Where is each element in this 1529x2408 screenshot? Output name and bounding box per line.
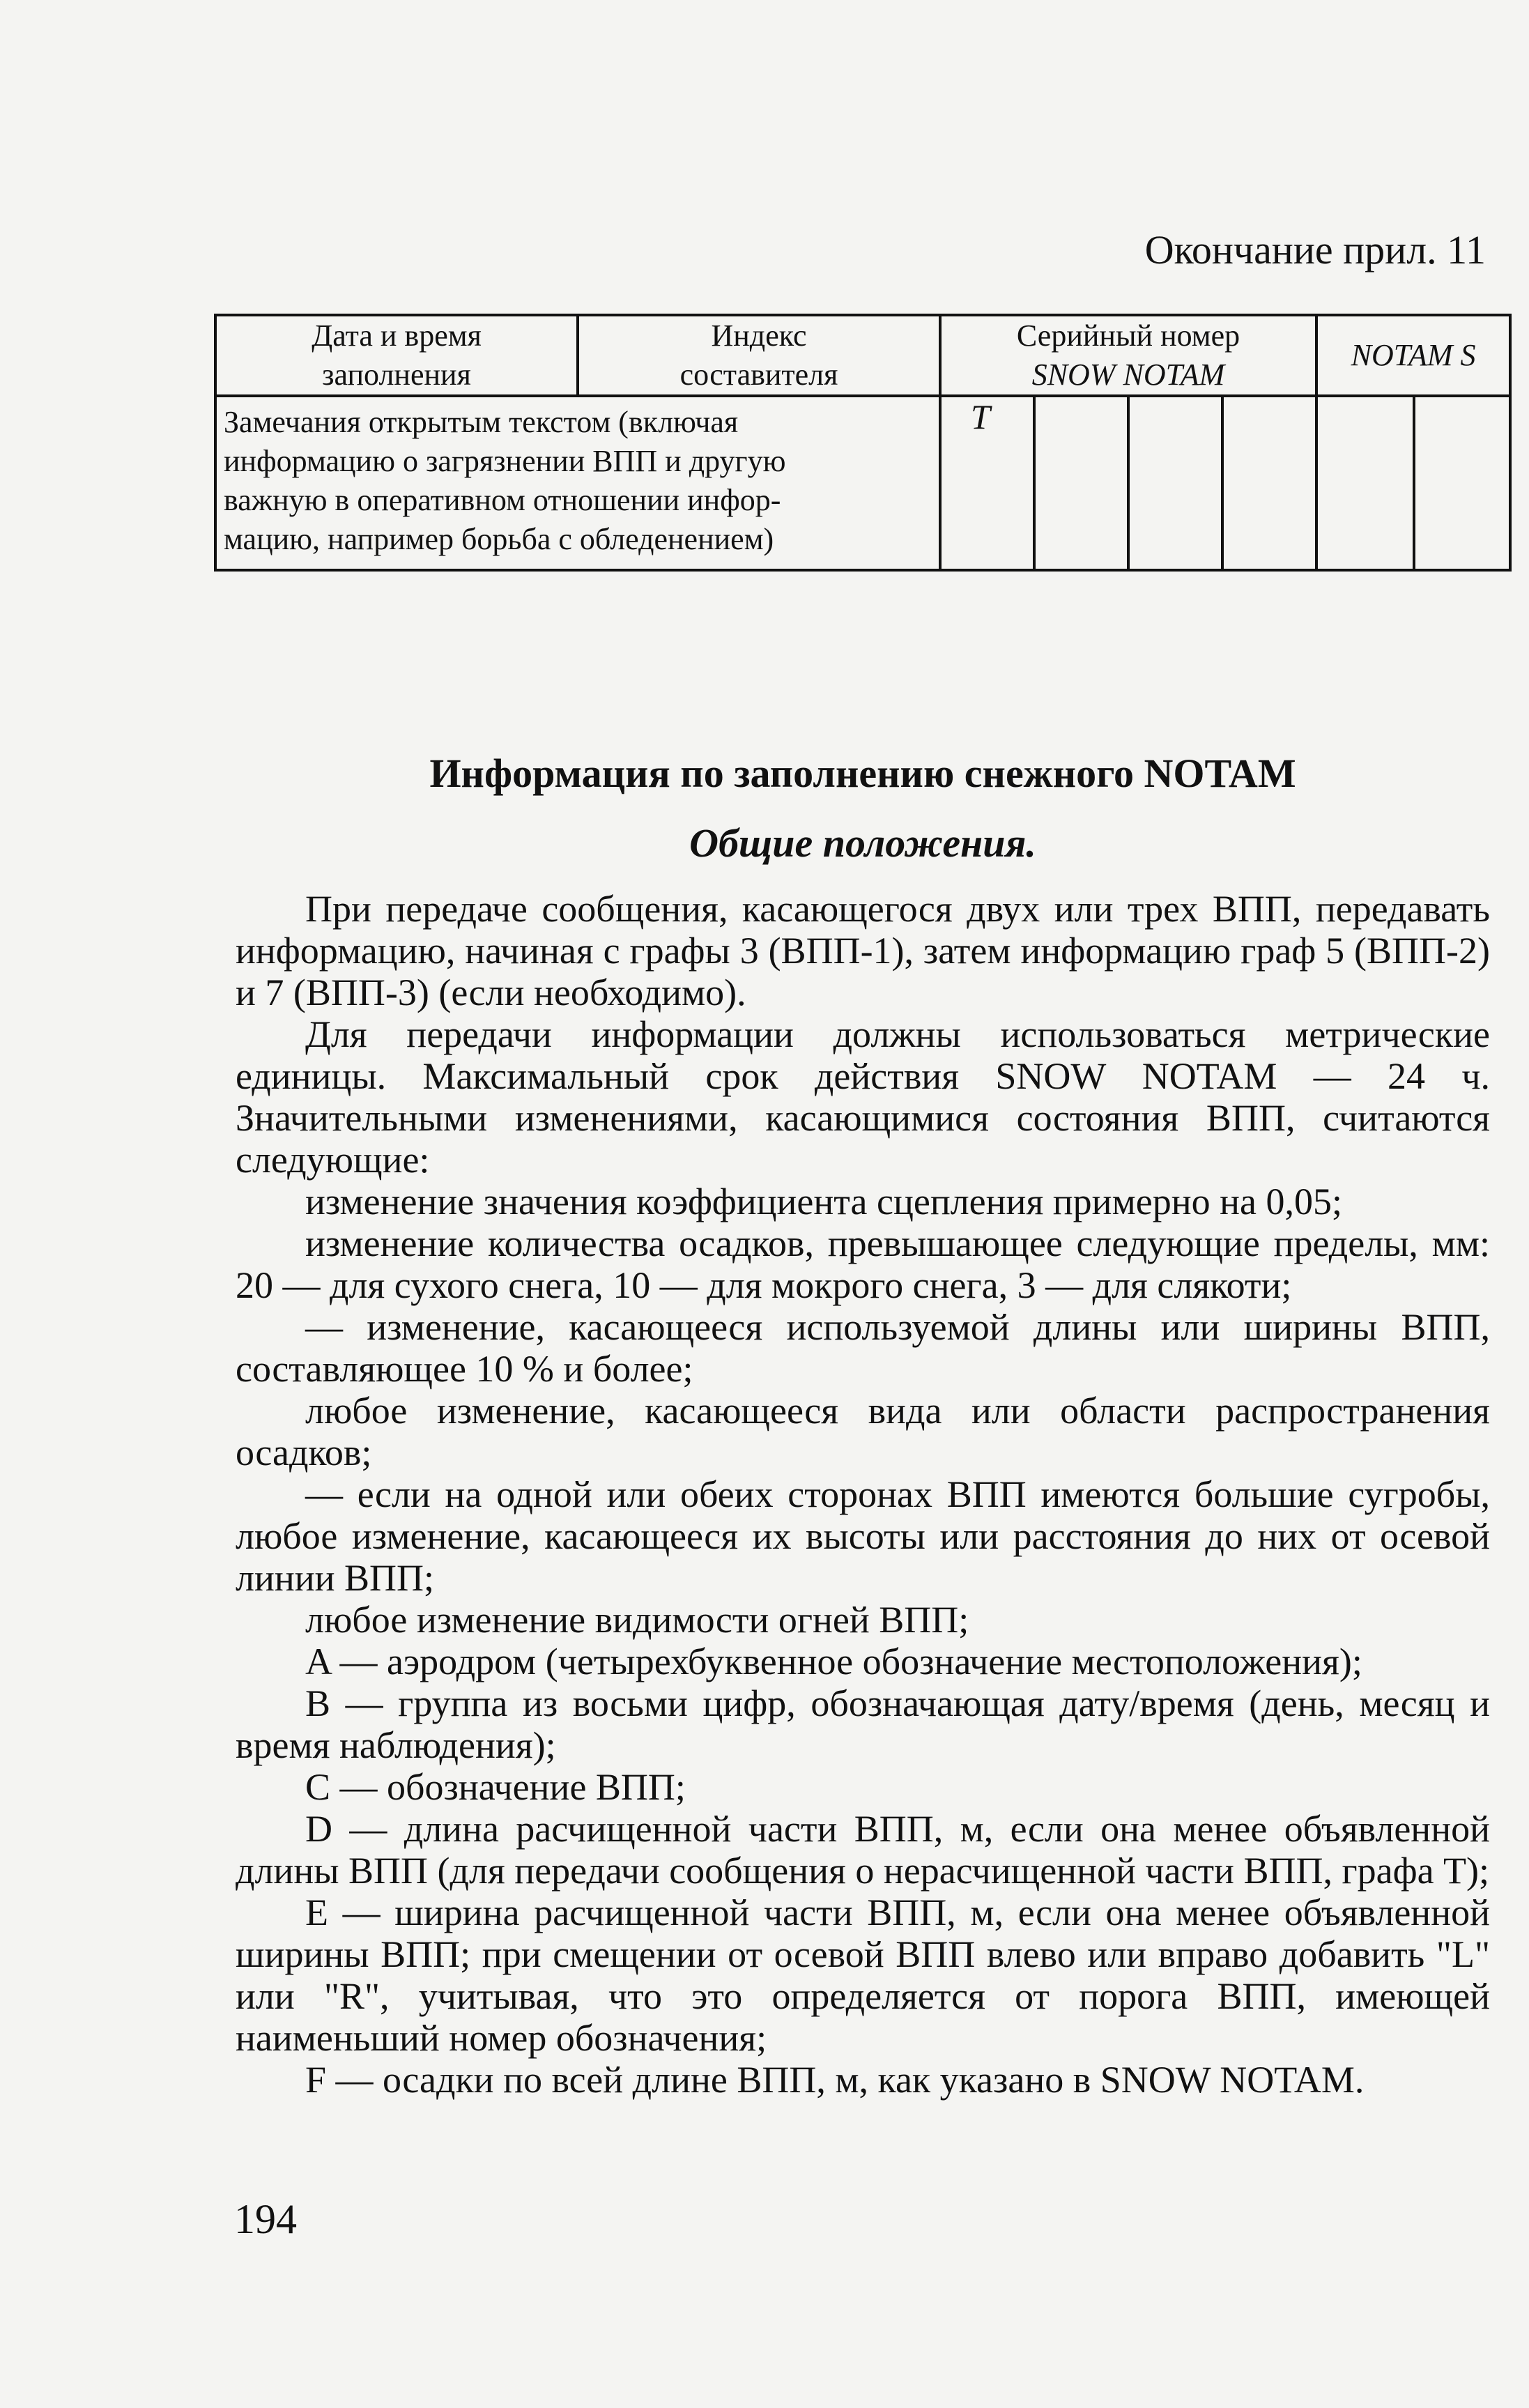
empty-cell — [1222, 396, 1316, 570]
paragraph: При передаче сообщения, касающегося двух или трех ВПП, передавать информацию, начиная с графы 3 (ВПП-1), затем информацию граф 5 (ВПП-2) и 7 (ВПП-3) (если необходимо). — [236, 888, 1490, 1013]
page-number: 194 — [234, 2196, 297, 2242]
empty-cell — [1128, 396, 1222, 570]
notam-form-table — [214, 314, 1512, 572]
compiler-index-header: Индекс составителя — [578, 315, 940, 396]
page-header: Окончание прил. 11 — [1144, 227, 1486, 273]
remarks-row — [215, 396, 1510, 570]
paragraph: E — ширина расчищенной части ВПП, м, если она менее объявленной ширины ВПП; при смещении от осевой ВПП влево или вправо добавить "L" или "R", учитывая, что это определяется от порога ВПП, имеющей наименьший номер обозначения; — [236, 1892, 1490, 2059]
empty-cell — [1034, 396, 1128, 570]
date-time-header: Дата и время заполнения — [215, 315, 578, 396]
notam-s-header: NOTAM S — [1316, 315, 1510, 396]
paragraph: Для передачи информации должны использоваться метрические единицы. Максимальный срок действия SNOW NOTAM — 24 ч. Значительными изменениями, касающимися состояния ВПП, считаются следующие: — [236, 1013, 1490, 1181]
table-header-row — [215, 315, 1510, 396]
section-title: Информация по заполнению снежного NOTAM — [429, 751, 1296, 796]
paragraph: B — группа из восьми цифр, обозначающая дату/время (день, месяц и время наблюдения); — [236, 1682, 1490, 1766]
paragraph: — если на одной или обеих сторонах ВПП имеются большие сугробы, любое изменение, касающееся их высоты или расстояния до них от осевой линии ВПП; — [236, 1473, 1490, 1599]
empty-cell — [1414, 396, 1510, 570]
paragraph: F — осадки по всей длине ВПП, м, как указано в SNOW NOTAM. — [305, 2059, 1365, 2101]
remarks-cell: Замечания открытым текстом (включая информацию о загрязнении ВПП и другую важную в оперативном отношении инфор- мацию, например борьба с обледенением) — [215, 396, 940, 570]
serial-number-header: Серийный номер SNOW NOTAM — [940, 315, 1316, 396]
paragraph: любое изменение видимости огней ВПП; — [305, 1599, 969, 1641]
paragraph: D — длина расчищенной части ВПП, м, если она менее объявленной длины ВПП (для передачи сообщения о нерасчищенной части ВПП, графа T); — [236, 1808, 1490, 1892]
paragraph: любое изменение, касающееся вида или области распространения осадков; — [236, 1390, 1490, 1473]
paragraph: изменение значения коэффициента сцепления примерно на 0,05; — [305, 1181, 1342, 1222]
t-cell: T — [940, 396, 1034, 570]
body-text — [236, 753, 1490, 2101]
paragraph: — изменение, касающееся используемой длины или ширины ВПП, составляющее 10 % и более; — [236, 1306, 1490, 1390]
paragraph: C — обозначение ВПП; — [305, 1766, 686, 1808]
paragraph: изменение количества осадков, превышающее следующие пределы, мм: 20 — для сухого снега, 10 — для мокрого снега, 3 — для слякоти; — [236, 1222, 1490, 1306]
empty-cell — [1316, 396, 1414, 570]
section-subtitle: Общие положения. — [689, 820, 1036, 866]
paragraph: A — аэродром (четырехбуквенное обозначение местоположения); — [305, 1641, 1362, 1682]
